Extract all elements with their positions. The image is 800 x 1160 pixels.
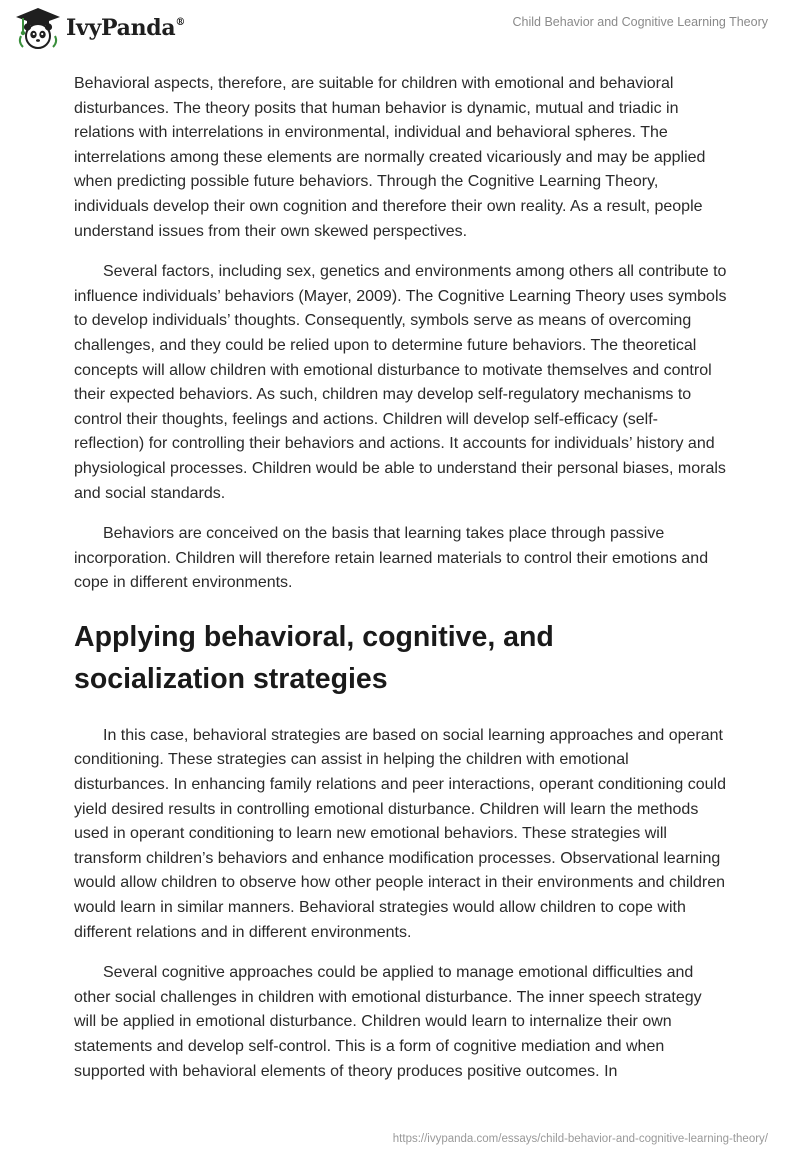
registered-mark: ® <box>175 16 186 28</box>
section-heading: Applying behavioral, cognitive, and socialization strategies <box>74 620 554 695</box>
paragraph-1: Behavioral aspects, therefore, are suitable for children with emotional and behavioral disturbances. The theory posits that human behavior is dynamic, mutual and triadic in relations with interrelations in environmental, individual and behavioral spheres. The interrelations among these elements are normally created vicariously and may be applied when predicting possible future behaviors. Through the Cognitive Learning Theory, individuals develop their own cognition and therefore their own reality. As a result, people understand issues from their own skewed perspectives. <box>74 75 706 240</box>
brand-name <box>66 15 185 41</box>
essay-content <box>74 72 728 1100</box>
paragraph-3: Behaviors are conceived on the basis that learning takes place through passive incorporation. Children will therefore retain learned materials to control their emotions and cope in different environments. <box>74 525 709 592</box>
paragraph-5: Several cognitive approaches could be applied to manage emotional difficulties and other social challenges in children with emotional disturbance. The inner speech strategy will be applied in emotional disturbance. Children would learn to internalize their own statements and develop self-control. This is a form of cognitive mediation and when supported with behavioral elements of theory produces positive outcomes. In <box>74 964 702 1080</box>
paragraph-2: Several factors, including sex, genetics and environments among others all contribute to influence individuals’ behaviors (Mayer, 2009). The Cognitive Learning Theory uses symbols to develop individuals’ thoughts. Consequently, symbols serve as means of overcoming challenges, and they could be relied upon to determine future behaviors. The theoretical concepts will allow children with emotional disturbance to motivate themselves and control their expected behaviors. As such, children may develop self-regulatory mechanisms to control their thoughts, feelings and actions. Children will develop self-efficacy (self-reflection) for controlling their behaviors and actions. It accounts for individuals’ history and physiological processes. Children would be able to understand their personal biases, morals and social standards. <box>74 263 727 502</box>
panda-graduation-cap-icon <box>14 6 62 50</box>
source-url[interactable]: https://ivypanda.com/essays/child-behavior-and-cognitive-learning-theory/ <box>392 1133 768 1145</box>
ivypanda-logo[interactable] <box>14 6 185 50</box>
brand-text: IvyPanda <box>66 15 176 41</box>
page-header <box>0 0 800 60</box>
document-title: Child Behavior and Cognitive Learning Theory <box>512 15 768 29</box>
paragraph-4: In this case, behavioral strategies are based on social learning approaches and operant conditioning. These strategies can assist in helping the children with emotional disturbances. In enhancing family relations and peer interactions, operant conditioning could yield desired results in controlling emotional disturbance. Children will learn the methods used in operant conditioning to learn new emotional behaviors. These strategies will transform children’s behaviors and enhance modification processes. Observational learning would allow children to observe how other people interact in their environments and children would learn in similar manners. Behavioral strategies would allow children to cope with different relations and in different environments. <box>74 726 726 941</box>
